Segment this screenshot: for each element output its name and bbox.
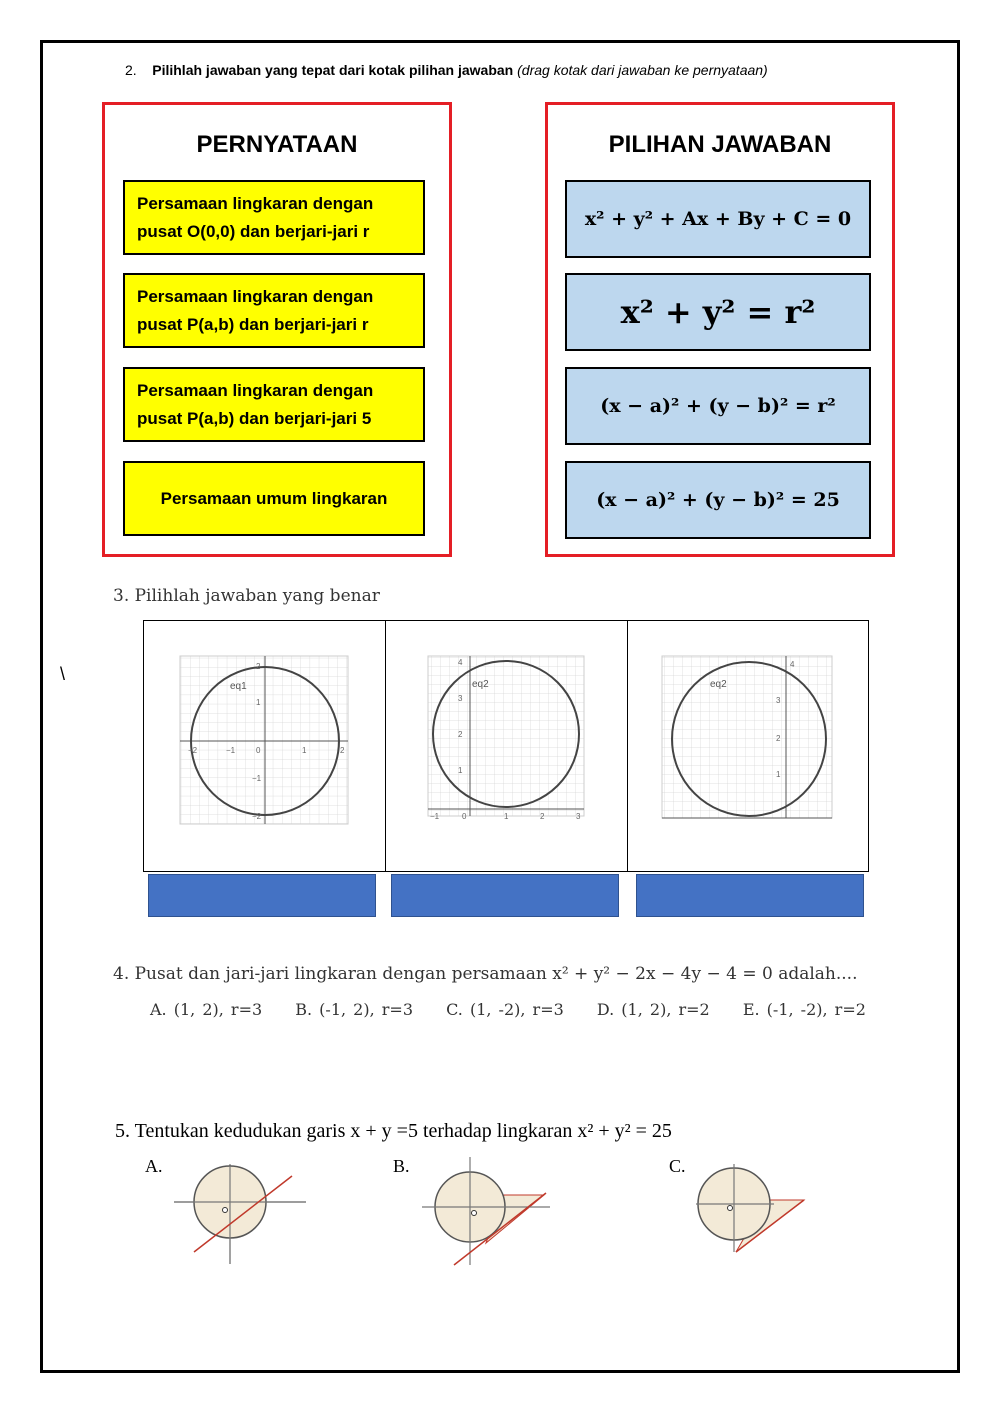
svg-text:2: 2 xyxy=(776,734,781,743)
q2-instruction: Pilihlah jawaban yang tepat dari kotak pilihan jawaban xyxy=(152,62,514,78)
drop-box-3[interactable] xyxy=(636,874,864,917)
statement-panel xyxy=(102,102,452,557)
statement-drop-target-2[interactable]: Persamaan lingkaran dengan pusat P(a,b) dan berjari-jari r xyxy=(123,273,425,348)
statement-panel-title: PERNYATAAN xyxy=(196,131,358,158)
svg-text:−1: −1 xyxy=(430,812,440,821)
answer-draggable-4[interactable]: (x − a)² + (y − b)² = 25 xyxy=(565,461,871,539)
answer-panel-title: PILIHAN JAWABAN xyxy=(608,131,832,158)
graph-2-label: eq2 xyxy=(472,679,489,690)
graph-cell-2 xyxy=(386,621,628,871)
drop-box-1[interactable] xyxy=(148,874,376,917)
svg-text:−2: −2 xyxy=(252,812,262,821)
svg-text:2: 2 xyxy=(340,746,345,755)
q2-header xyxy=(125,62,768,78)
q5-diagram-a[interactable] xyxy=(170,1160,310,1270)
q4-option-b[interactable]: B. (-1, 2), r=3 xyxy=(295,1000,414,1019)
answer-draggable-3[interactable]: (x − a)² + (y − b)² = r² xyxy=(565,367,871,445)
svg-text:4: 4 xyxy=(458,658,463,667)
circle-graph-1 xyxy=(144,621,385,871)
q5-diagram-b[interactable] xyxy=(420,1155,560,1270)
answer-draggable-2[interactable]: x² + y² = r² xyxy=(565,273,871,351)
q4-option-a[interactable]: A. (1, 2), r=3 xyxy=(150,1000,263,1019)
svg-text:1: 1 xyxy=(256,698,261,707)
q4-option-d[interactable]: D. (1, 2), r=2 xyxy=(596,1000,710,1019)
svg-text:−1: −1 xyxy=(226,746,236,755)
statement-drop-target-4[interactable] xyxy=(123,461,425,536)
graph-cell-1 xyxy=(144,621,386,871)
svg-text:3: 3 xyxy=(776,696,781,705)
q5-label-b[interactable]: B. xyxy=(393,1156,410,1176)
q4-options xyxy=(150,1000,892,1019)
svg-text:3: 3 xyxy=(576,812,581,821)
svg-text:2: 2 xyxy=(540,812,545,821)
q3-graph-table xyxy=(143,620,869,872)
svg-text:−1: −1 xyxy=(252,774,262,783)
statement-drop-target-3[interactable]: Persamaan lingkaran dengan pusat P(a,b) dan berjari-jari 5 xyxy=(123,367,425,442)
svg-text:1: 1 xyxy=(458,766,463,775)
q4-option-e[interactable]: E. (-1, -2), r=2 xyxy=(742,1000,866,1019)
drop-box-2[interactable] xyxy=(391,874,619,917)
answer-panel xyxy=(545,102,895,557)
q5-text: 5. Tentukan kedudukan garis x + y =5 terhadap lingkaran x² + y² = 25 xyxy=(115,1120,672,1142)
answer-draggable-1[interactable]: x² + y² + Ax + By + C = 0 xyxy=(565,180,871,258)
svg-text:3: 3 xyxy=(458,694,463,703)
statement-4-label: Persamaan umum lingkaran xyxy=(160,488,388,508)
q4-option-c[interactable]: C. (1, -2), r=3 xyxy=(446,1000,564,1019)
svg-text:−2: −2 xyxy=(188,746,198,755)
circle-graph-3 xyxy=(628,621,869,871)
svg-text:1: 1 xyxy=(302,746,307,755)
svg-text:1: 1 xyxy=(776,770,781,779)
svg-text:2: 2 xyxy=(458,730,463,739)
q2-number: 2. xyxy=(125,62,137,78)
circle-graph-2 xyxy=(386,621,627,871)
q4-text: 4. Pusat dan jari-jari lingkaran dengan persamaan x² + y² − 2x − 4y − 4 = 0 adalah.... xyxy=(113,964,858,984)
svg-text:2: 2 xyxy=(256,662,261,671)
q5-diagram-c[interactable] xyxy=(690,1160,815,1260)
q5-label-a[interactable]: A. xyxy=(145,1156,163,1176)
graph-3-label: eq2 xyxy=(710,679,727,690)
q5-label-c[interactable]: C. xyxy=(669,1156,686,1176)
svg-text:0: 0 xyxy=(256,746,261,755)
svg-text:1: 1 xyxy=(504,812,509,821)
svg-text:0: 0 xyxy=(462,812,467,821)
svg-text:4: 4 xyxy=(790,660,795,669)
q2-hint: (drag kotak dari jawaban ke pernyataan) xyxy=(517,62,768,78)
graph-cell-3 xyxy=(628,621,869,871)
graph-1-label: eq1 xyxy=(230,681,247,692)
q3-text: 3. Pilihlah jawaban yang benar xyxy=(113,586,380,606)
stray-mark: \ xyxy=(60,664,66,684)
statement-drop-target-1[interactable]: Persamaan lingkaran dengan pusat O(0,0) dan berjari-jari r xyxy=(123,180,425,255)
